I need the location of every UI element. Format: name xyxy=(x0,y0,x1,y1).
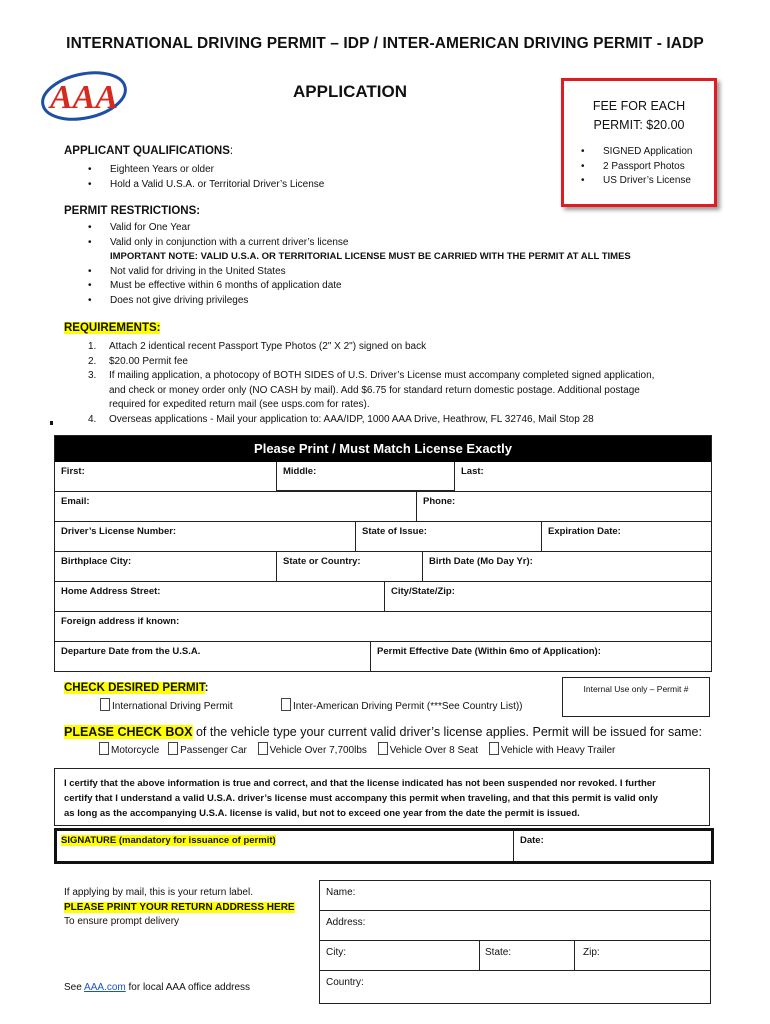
fee-box xyxy=(561,78,717,207)
requirement-item: 3. If mailing application, a photocopy of BOTH SIDES of U.S. Driver’s License must accompany completed signed application, and check or money order only (NO CASH by mail). Add $6.75 for standard return domestic postage. Additional postage required for expedited return mail (see usps.com for rates). xyxy=(88,370,655,410)
foreign-address-row xyxy=(55,611,711,641)
restrictions-list xyxy=(88,221,728,308)
application-heading: APPLICATION xyxy=(293,82,407,101)
fee-items xyxy=(581,145,711,189)
vehicle-option-passenger-car[interactable]: Passenger Car xyxy=(168,745,247,756)
fee-line-2: PERMIT: $20.00 xyxy=(593,118,685,132)
return-address-field[interactable]: Address: xyxy=(320,910,710,940)
email-field[interactable]: Email: xyxy=(61,496,90,507)
fee-item: • SIGNED Application xyxy=(581,146,693,157)
vehicle-option-motorcycle[interactable]: Motorcycle xyxy=(99,745,159,756)
requirements-list xyxy=(88,340,728,427)
permit-effective-date-field[interactable]: Permit Effective Date (Within 6mo of Application): xyxy=(370,642,711,671)
checkbox-icon[interactable] xyxy=(168,742,178,755)
requirement-item: 2. $20.00 Permit fee xyxy=(88,355,188,367)
fee-item: • 2 Passport Photos xyxy=(581,160,685,172)
fee-line-1: FEE FOR EACH xyxy=(592,99,686,113)
expiration-date-field[interactable]: Expiration Date: xyxy=(541,522,711,551)
license-number-field[interactable]: Driver’s License Number: xyxy=(61,526,177,537)
checkbox-icon[interactable] xyxy=(378,742,388,755)
restriction-item: • Valid for One Year xyxy=(88,222,191,233)
restriction-item: • Does not give driving privileges xyxy=(88,294,249,306)
aaa-office-note: See AAA.com for local AAA office address xyxy=(64,982,251,993)
restrictions-heading: PERMIT RESTRICTIONS: xyxy=(64,205,201,217)
requirement-item: 4. Overseas applications - Mail your application to: AAA/IDP, 1000 AAA Drive, Heathrow, FL 32746, Mail Stop 28 xyxy=(88,413,594,425)
stray-mark xyxy=(50,421,53,425)
dates-row xyxy=(55,641,711,671)
home-address-field[interactable]: Home Address Street: xyxy=(61,586,161,597)
permit-option-iadp[interactable]: Inter-American Driving Permit (***See Country List)) xyxy=(281,698,523,712)
internal-use-box: Internal Use only – Permit # xyxy=(562,677,710,717)
contact-row xyxy=(55,491,711,521)
state-of-issue-field[interactable]: State of Issue: xyxy=(355,522,541,551)
qualification-item: • Hold a Valid U.S.A. or Territorial Driver’s License xyxy=(88,178,325,190)
foreign-address-field[interactable]: Foreign address if known: xyxy=(61,616,180,627)
check-permit-heading: CHECK DESIRED PERMIT: xyxy=(64,682,209,694)
restriction-item: • Must be effective within 6 months of application date xyxy=(88,280,342,291)
vehicle-options xyxy=(99,742,615,756)
birthplace-city-field[interactable]: Birthplace City: xyxy=(61,556,132,567)
return-address-box xyxy=(319,880,711,1004)
return-zip-field[interactable]: Zip: xyxy=(583,947,600,958)
logo-text: AAA xyxy=(49,79,119,116)
aaa-link[interactable]: AAA.com xyxy=(84,982,126,993)
checkbox-icon[interactable] xyxy=(281,698,291,711)
checkbox-icon[interactable] xyxy=(100,698,110,711)
birth-row xyxy=(55,551,711,581)
vehicle-type-instruction: PLEASE CHECK BOX of the vehicle type your current valid driver’s license applies. Permit will be issued for same: xyxy=(64,725,702,739)
fee-item: • US Driver’s License xyxy=(581,175,691,186)
checkbox-icon[interactable] xyxy=(489,742,499,755)
permit-option-idp[interactable]: International Driving Permit xyxy=(100,698,233,712)
license-row xyxy=(55,521,711,551)
restriction-item: • Not valid for driving in the United States xyxy=(88,265,286,277)
checkbox-icon[interactable] xyxy=(99,742,109,755)
phone-field[interactable]: Phone: xyxy=(416,492,711,521)
middle-name-field[interactable]: Middle: xyxy=(276,462,454,491)
departure-date-field[interactable]: Departure Date from the U.S.A. xyxy=(61,646,201,657)
city-state-zip-field[interactable]: City/State/Zip: xyxy=(384,582,711,611)
return-label-instructions: If applying by mail, this is your return label. PLEASE PRINT YOUR RETURN ADDRESS HERE To ensure prompt delivery xyxy=(64,887,295,927)
qualifications-heading: APPLICANT QUALIFICATIONS: xyxy=(64,145,234,157)
vehicle-option-over-7700lbs[interactable]: Vehicle Over 7,700lbs xyxy=(258,745,367,756)
return-city-state-zip-row xyxy=(320,940,710,970)
state-or-country-field[interactable]: State or Country: xyxy=(276,552,422,581)
return-country-field[interactable]: Country: xyxy=(320,970,710,1003)
return-name-field[interactable]: Name: xyxy=(326,887,356,898)
applicant-form xyxy=(54,435,712,672)
name-row xyxy=(55,462,711,491)
certification-text: I certify that the above information is true and correct, and that the license indicated has not been suspended nor revoked. I further certify that I understand a valid U.S.A. driver’s license must accompany this permit when traveling, and that this permit is valid only as long as the accompanying U.S.A. license is valid, but not to exceed one year from the date the permit is issued. xyxy=(54,768,710,826)
checkbox-icon[interactable] xyxy=(258,742,268,755)
home-address-row xyxy=(55,581,711,611)
signature-field[interactable]: SIGNATURE (mandatory for issuance of permit) xyxy=(61,835,276,846)
last-name-field[interactable]: Last: xyxy=(454,462,711,491)
return-state-field[interactable]: State: xyxy=(485,947,512,958)
document-title: INTERNATIONAL DRIVING PERMIT – IDP / INTER-AMERICAN DRIVING PERMIT - IADP xyxy=(66,35,704,52)
requirement-item: 1. Attach 2 identical recent Passport Type Photos (2" X 2") signed on back xyxy=(88,341,427,352)
aaa-logo xyxy=(38,66,134,124)
qualification-item: • Eighteen Years or older xyxy=(88,164,214,175)
form-heading: Please Print / Must Match License Exactly xyxy=(55,436,711,462)
signature-date-field[interactable]: Date: xyxy=(513,831,550,861)
restriction-item: • Valid only in conjunction with a current driver’s license xyxy=(88,236,349,248)
qualifications-list xyxy=(88,163,488,192)
birth-date-field[interactable]: Birth Date (Mo Day Yr): xyxy=(422,552,711,581)
return-city-field[interactable]: City: xyxy=(326,947,346,958)
vehicle-option-over-8-seat[interactable]: Vehicle Over 8 Seat xyxy=(378,745,478,756)
vehicle-option-heavy-trailer[interactable]: Vehicle with Heavy Trailer xyxy=(489,745,616,756)
signature-row xyxy=(54,828,714,864)
restriction-important-note: IMPORTANT NOTE: VALID U.S.A. OR TERRITORIAL LICENSE MUST BE CARRIED WITH THE PERMIT AT ALL TIMES xyxy=(110,251,631,262)
requirements-heading: REQUIREMENTS: xyxy=(64,322,161,334)
first-name-field[interactable]: First: xyxy=(61,466,85,477)
